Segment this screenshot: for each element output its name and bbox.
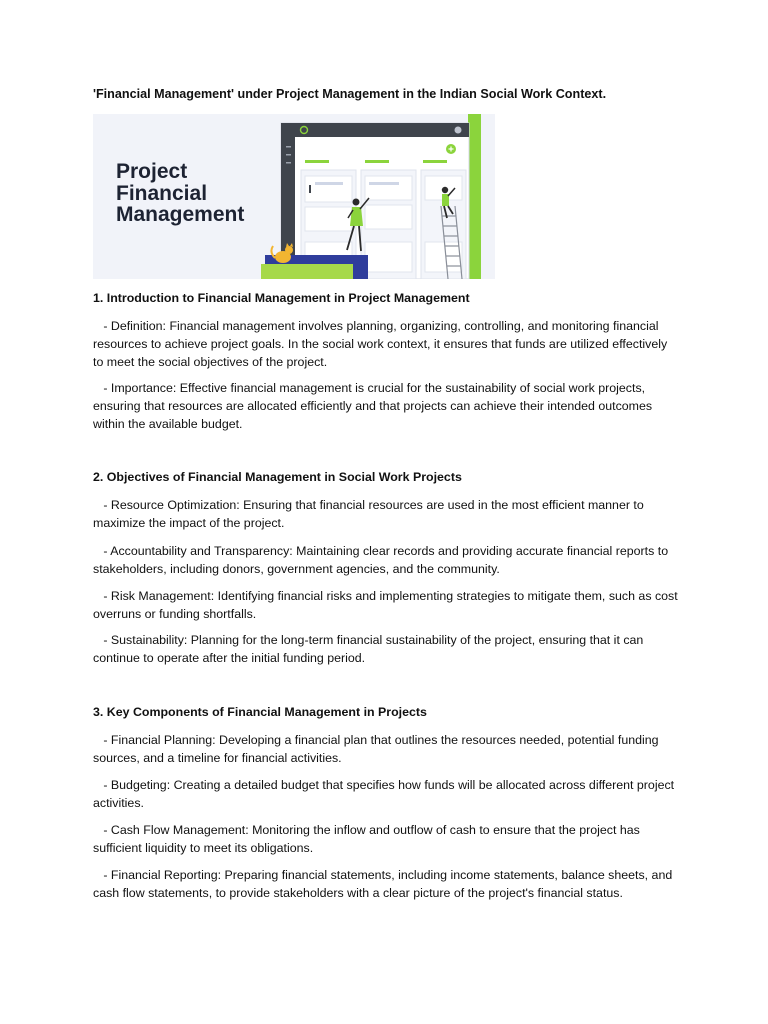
dashboard-illustration bbox=[93, 114, 495, 279]
paragraph: - Risk Management: Identifying financial risks and implementing strategies to mitigate them, such as cost overruns or funding shortfalls. bbox=[93, 589, 682, 622]
document-title: 'Financial Management' under Project Management in the Indian Social Work Context. bbox=[93, 87, 607, 101]
paragraph: - Financial Reporting: Preparing financial statements, including income statements, balance sheets, and cash flow statements, to provide stakeholders with a clear picture of the project's financial status. bbox=[93, 868, 676, 901]
banner-image bbox=[93, 114, 495, 279]
paragraph: - Sustainability: Planning for the long-term financial sustainability of the project, ensuring that it can continue to operate after the initial funding period. bbox=[93, 633, 647, 666]
base-block bbox=[261, 264, 353, 279]
board-card bbox=[365, 242, 412, 272]
paragraph: - Cash Flow Management: Monitoring the inflow and outflow of cash to ensure that the project has sufficient liquidity to meet its obligations. bbox=[93, 823, 644, 856]
app-topbar bbox=[281, 123, 469, 137]
paragraph: - Resource Optimization: Ensuring that financial resources are used in the most efficient manner to maximize the impact of the project. bbox=[93, 498, 648, 531]
section-heading: 2. Objectives of Financial Management in Social Work Projects bbox=[93, 470, 462, 484]
section-heading: 3. Key Components of Financial Management in Projects bbox=[93, 705, 427, 719]
board-card bbox=[305, 207, 352, 231]
accent-strip bbox=[468, 114, 481, 279]
paragraph: - Importance: Effective financial management is crucial for the sustainability of social work projects, ensuring that resources are allocated efficiently and that projects can achieve their intended outcomes within the available budget. bbox=[93, 381, 656, 432]
paragraph: - Budgeting: Creating a detailed budget that specifies how funds will be allocated across different project activities. bbox=[93, 778, 678, 811]
board-card bbox=[365, 205, 412, 229]
banner-title: Project Financial Management bbox=[116, 160, 245, 226]
board-card bbox=[365, 176, 412, 200]
avatar-icon bbox=[455, 127, 462, 134]
section-heading: 1. Introduction to Financial Management in Project Management bbox=[93, 291, 470, 305]
paragraph: - Financial Planning: Developing a financial plan that outlines the resources needed, potential funding sources, and a timeline for financial activities. bbox=[93, 733, 662, 766]
paragraph: - Definition: Financial management involves planning, organizing, controlling, and monitoring financial resources to achieve project goals. In the social work context, it ensures that funds are utilized effectively to meet the social objectives of the project. bbox=[93, 319, 671, 370]
paragraph: - Accountability and Transparency: Maintaining clear records and providing accurate financial reports to stakeholders, including donors, government agencies, and the community. bbox=[93, 544, 672, 577]
board-card bbox=[305, 176, 352, 202]
